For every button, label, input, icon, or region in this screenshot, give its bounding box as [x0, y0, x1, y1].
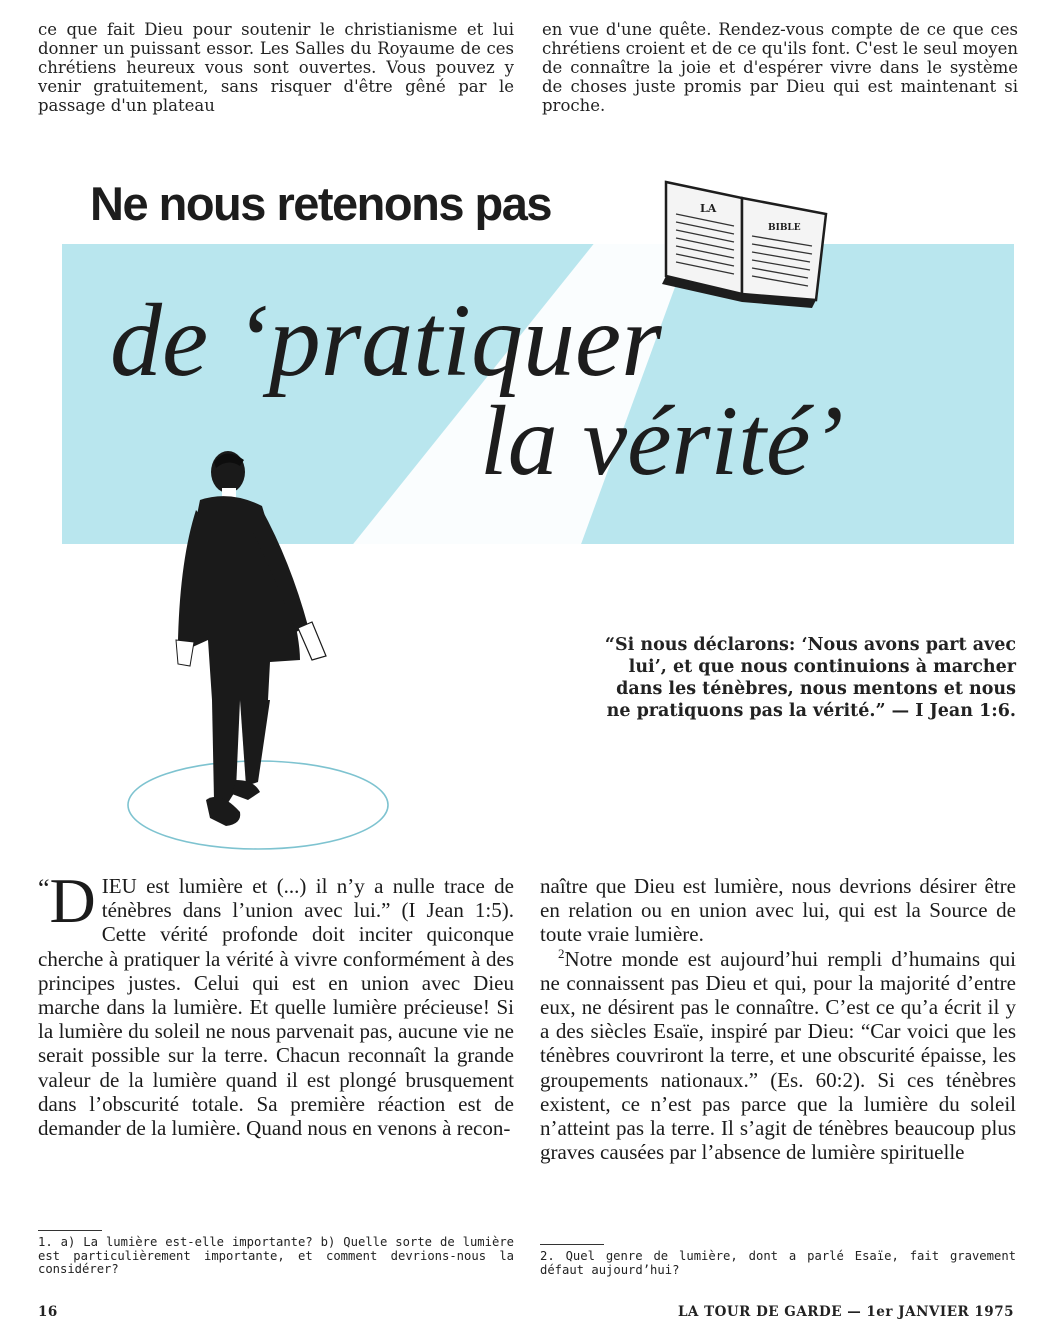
footnote-right: 2. Quel genre de lumière, dont a parlé Esaïe, fait gravement défaut aujourd’hui? [540, 1249, 1016, 1277]
footnote-rule-left [38, 1230, 102, 1231]
book-label-bible: BIBLE [768, 223, 801, 233]
epigraph-quote: “Si nous déclarons: ‘Nous avons part avec lui’, et que nous continuions à marcher dans les ténèbres, nous mentons et nous ne pratiquons pas la vérité.” — I Jean 1:6. [604, 635, 1016, 721]
page-number: 16 [38, 1304, 58, 1320]
footnote-rule-right [540, 1244, 604, 1245]
title-line-1: Ne nous retenons pas [90, 177, 551, 230]
title-line-2: de ‘pratiquer [110, 283, 662, 398]
top-text-left-column: ce que fait Dieu pour soutenir le christianisme et lui donner un puissant essor. Les Salles du Royaume de ces chrétiens heureux vous sont ouvertes. Vous pouvez y venir gratuitement, sans risquer d'être gêné par le passage d'un plateau [38, 20, 514, 115]
paragraph-1-part-1: IEU est lumière et (...) il n’y a nulle trace de ténèbres dans l’union avec lui.” (I Jean 1:5). Cette vérité profonde doit inciter quiconque cherche à pratiquer la vérité à vivre conformément à des principes justes. Celui qui est en union avec Dieu marche dans la lumière. Et quelle lumière précieuse! Si la lumière du soleil ne nous parvenait pas, aucune vie ne serait possible sur la terre. Chacun reconnaît la grande valeur de la lumière quand il est plongé brusquement dans l’obscurité totale. Sa première réaction est de demander de la lumière. Quand nous en venons à recon- [38, 874, 514, 1141]
book-icon [662, 182, 826, 308]
paragraph-2: Notre monde est aujourd’hui rempli d’humains qui ne connaissent pas Dieu et qui, pour la majorité d’entre eux, ne désirent pas le connaître. C’est ce qu’a écrit il y a des siècles Esaïe, inspiré par Dieu: “Car voici que les ténèbres couvriront la terre, et une obscurité épaisse, les groupements nationaux.” (Es. 60:2). Si ces ténèbres existent, ce n’est pas parce que la lumière du soleil n’atteint pas la terre. Il s’agit de ténèbres beaucoup plus graves causées par l’absence de lumière spirituelle [540, 946, 1016, 1165]
paragraph-1-part-2: naître que Dieu est lumière, nous devrions désirer être en relation ou en union avec lui, qui est la Source de toute vraie lumière. [540, 874, 1016, 947]
running-footer-title: LA TOUR DE GARDE — 1er JANVIER 1975 [677, 1304, 1014, 1320]
paragraph-2-number: 2 [558, 945, 565, 961]
opening-quote-mark: “ [38, 874, 50, 903]
title-line-3: la vérité’ [480, 385, 844, 496]
top-text-right-column: en vue d'une quête. Rendez-vous compte de ce que ces chrétiens croient et de ce qu'ils font. C'est le seul moyen de connaître la joie et d'espérer vivre dans le système de choses juste promis par Dieu qui est maintenant si proche. [542, 20, 1018, 115]
footnote-left: 1. a) La lumière est-elle importante? b) Quelle sorte de lumière est particulièrement importante, et comment devrions-nous la considérer? [38, 1235, 514, 1276]
body-column-right [540, 874, 1016, 1164]
drop-cap: D [49, 865, 96, 936]
book-label-la: LA [700, 202, 717, 215]
body-column-left [38, 865, 514, 1141]
